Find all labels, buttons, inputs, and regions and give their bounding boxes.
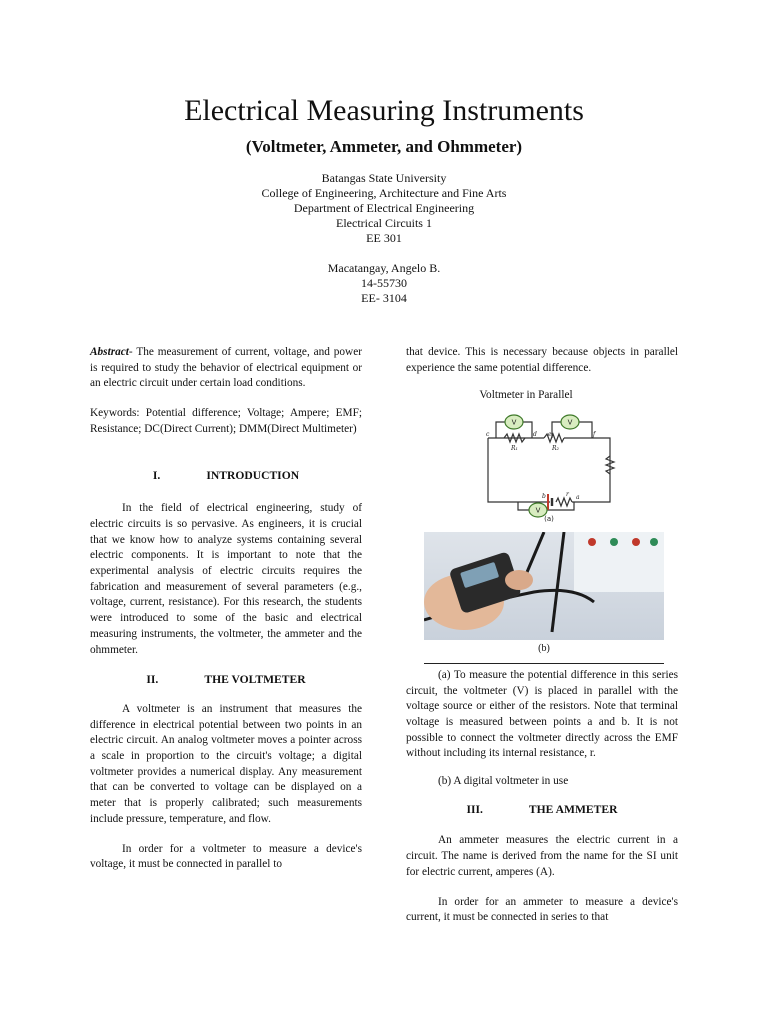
ammeter-paragraph-2: In order for an ammeter to measure a device's current, it must be connected in series to that bbox=[406, 895, 678, 924]
student-number: 14-55730 bbox=[361, 276, 407, 290]
jack-red bbox=[632, 538, 640, 546]
node-label-a: a bbox=[576, 494, 580, 502]
voltmeter-label: V bbox=[511, 418, 517, 427]
voltmeter-label: V bbox=[567, 418, 573, 427]
affiliation-block bbox=[0, 171, 768, 306]
resistor-r2 bbox=[544, 434, 564, 442]
figure-label-b: (b) bbox=[538, 643, 550, 655]
continuation-paragraph: that device. This is necessary because objects in parallel experience the same potential difference. bbox=[406, 346, 678, 374]
caption-rule bbox=[424, 663, 664, 664]
left-column bbox=[90, 345, 362, 887]
right-column bbox=[406, 345, 678, 940]
introduction-paragraph: In the field of electrical engineering, study of electric circuits is so pervasive. As engineers, it is crucial that we know how to analyze systems containing several electric components. It is important to note that the experimental analysis of electric circuits requires the fabrication and measurement of several parameters (e.g., voltage, current, resistance). For this research, the students were introduced to some of the basic and electrical measuring instruments, the voltmeter, the ammeter and the ohmmeter. bbox=[90, 502, 362, 656]
department: Department of Electrical Engineering bbox=[293, 201, 475, 215]
figure-label-a: (a) bbox=[544, 515, 554, 523]
node-label-e: e bbox=[548, 431, 552, 439]
section-heading-ammeter bbox=[406, 802, 678, 818]
node-label-b: b bbox=[542, 493, 546, 501]
paper-title: Electrical Measuring Instruments bbox=[184, 94, 584, 127]
ammeter-paragraph-1: An ammeter measures the electric current in a circuit. The name is derived from the name for the SI unit for electric current, amperes (A). bbox=[406, 834, 678, 878]
voltmeter-label: V bbox=[535, 506, 541, 515]
finger bbox=[505, 570, 533, 590]
jack-green bbox=[650, 538, 658, 546]
internal-resistance bbox=[556, 498, 572, 506]
section-title: THE VOLTMETER bbox=[204, 673, 306, 687]
jack-red bbox=[588, 538, 596, 546]
abstract-label: Abstract bbox=[90, 346, 129, 358]
course: Electrical Circuits 1 bbox=[336, 216, 432, 230]
voltmeter-paragraph-2: In order for a voltmeter to measure a device's voltage, it must be connected in parallel to bbox=[90, 842, 362, 871]
section-title: INTRODUCTION bbox=[206, 468, 300, 482]
circuit-wire bbox=[488, 438, 610, 502]
section-number: I. bbox=[152, 468, 161, 482]
circuit-diagram bbox=[482, 410, 616, 522]
author-name: Macatangay, Angelo B. bbox=[327, 261, 441, 275]
figure-caption-a: (a) To measure the potential difference in this series circuit, the voltmeter (V) is placed in parallel with the voltage source or either of the resistors. Note that terminal voltage is measured between points a and b. It is not possible to connect the voltmeter directly across the EMF without including its internal resistance, r. bbox=[406, 668, 678, 760]
resistor-label-r1: R₁ bbox=[511, 445, 518, 453]
section-title: THE AMMETER bbox=[528, 802, 618, 816]
college: College of Engineering, Architecture and Fine Arts bbox=[261, 186, 507, 200]
voltmeter-paragraph-1: A voltmeter is an instrument that measures the difference in electrical potential between two points in an electric circuit. An analog voltmeter moves a pointer across a scale in proportion to the circuit's voltage; a digital voltmeter provides a numerical display. Any measurement that can be converted to voltage can be displayed on a meter that is properly calibrated; such measurements include pressure, temperature, and flow. bbox=[90, 702, 362, 825]
course-code: EE 301 bbox=[366, 231, 402, 245]
section-number: II. bbox=[146, 673, 159, 687]
jack-green bbox=[610, 538, 618, 546]
probe-lead bbox=[552, 532, 564, 632]
node-label-c: c bbox=[486, 431, 490, 439]
paper-subtitle: (Voltmeter, Ammeter, and Ohmmeter) bbox=[245, 137, 523, 156]
node-label-f: f bbox=[593, 431, 596, 439]
university: Batangas State University bbox=[321, 171, 447, 185]
internal-resistance-label: r bbox=[566, 491, 569, 499]
figure-caption-b: (b) A digital voltmeter in use bbox=[438, 775, 569, 788]
node-label-d: d bbox=[533, 431, 537, 439]
resistor-label-r2: R₂ bbox=[552, 445, 559, 453]
section-number: III. bbox=[466, 802, 483, 816]
section: EE- 3104 bbox=[361, 291, 407, 305]
section-heading-introduction bbox=[90, 468, 362, 484]
figure-title: Voltmeter in Parallel bbox=[479, 389, 573, 402]
section-heading-voltmeter bbox=[90, 672, 362, 688]
abstract-text: - The measurement of current, voltage, and power is required to study the behavior of electrical equipment or an electric circuit under certain load conditions. bbox=[90, 346, 362, 390]
digital-voltmeter-photo bbox=[424, 532, 664, 640]
keywords: Keywords: Potential difference; Voltage; Ampere; EMF; Resistance; DC(Direct Current); DMM(Direct Multimeter) bbox=[90, 407, 362, 435]
abstract bbox=[90, 345, 362, 392]
